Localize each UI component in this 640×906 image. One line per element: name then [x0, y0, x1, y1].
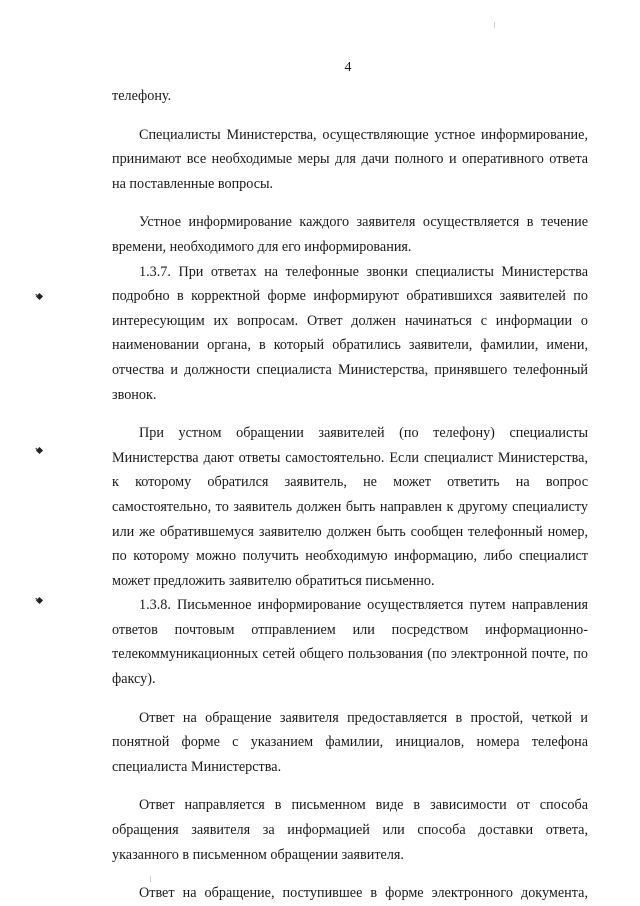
text-line: наименовании органа, в который обратились заявители, фамилии, имени,	[112, 337, 588, 354]
text-line: указанного в письменном обращении заявителя.	[112, 846, 404, 863]
scan-speck	[494, 22, 495, 28]
text-line: ответов почтовым отправлением или посредством информационно-	[112, 621, 588, 638]
text-line: отчества и должности специалиста Министерства, принявшего телефонный	[112, 361, 588, 378]
paragraph-gap	[112, 109, 588, 123]
body-text	[112, 84, 588, 906]
paragraph-gap	[112, 692, 588, 706]
text-line: времени, необходимого для его информирования.	[112, 238, 412, 255]
margin-mark	[36, 447, 43, 454]
margin-mark	[36, 293, 43, 300]
scan-speck	[150, 876, 151, 882]
text-line: звонок.	[112, 386, 157, 403]
text-line: обращения заявителя за информацией или способа доставки ответа,	[112, 822, 588, 839]
text-line: Устное информирование каждого заявителя осуществляется в течение	[139, 214, 588, 231]
text-line: 1.3.7. При ответах на телефонные звонки специалисты Министерства	[139, 263, 588, 280]
paragraph-gap	[112, 867, 588, 881]
page-number: 4	[344, 60, 352, 75]
text-line: подробно в корректной форме информируют обратившихся заявителей по	[112, 288, 588, 305]
paragraph-gap	[112, 196, 588, 210]
text-line: Ответ направляется в письменном виде в зависимости от способа	[139, 797, 588, 814]
text-line: к которому обратился заявитель, не может ответить на вопрос	[112, 474, 588, 491]
text-line: телекоммуникационных сетей общего пользования (по электронной почте, по	[112, 646, 588, 663]
margin-mark	[36, 597, 43, 604]
text-line: понятной форме с указанием фамилии, инициалов, номера телефона	[112, 734, 588, 751]
text-line: Ответ на обращение, поступившее в форме электронного документа,	[139, 885, 588, 902]
text-line: При устном обращении заявителей (по телефону) специалисты	[139, 425, 588, 442]
text-line: может предложить заявителю обратиться письменно.	[112, 572, 435, 589]
text-line: Специалисты Министерства, осуществляющие устное информирование,	[139, 126, 588, 143]
paragraph-gap	[112, 407, 588, 421]
text-line: телефону.	[112, 88, 172, 104]
text-line: 1.3.8. Письменное информирование осуществляется путем направления	[139, 597, 588, 614]
paragraph-gap	[112, 779, 588, 793]
text-line: Ответ на обращение заявителя предоставляется в простой, четкой и	[139, 709, 588, 726]
text-line: интересующим их вопросам. Ответ должен начинаться с информации о	[112, 312, 588, 329]
text-line: самостоятельно, то заявитель должен быть направлен к другому специалисту	[112, 498, 588, 515]
text-line: или же обратившемуся заявителю должен быть сообщен телефонный номер,	[112, 523, 588, 540]
text-line: специалиста Министерства.	[112, 758, 282, 775]
text-line: Министерства дают ответы самостоятельно. Если специалист Министерства,	[112, 449, 588, 466]
text-line: на поставленные вопросы.	[112, 175, 274, 192]
text-line: факсу).	[112, 671, 156, 688]
text-line: принимают все необходимые меры для дачи полного и оперативного ответа	[112, 151, 588, 168]
text-line: по которому можно получить необходимую информацию, либо специалист	[112, 548, 588, 565]
